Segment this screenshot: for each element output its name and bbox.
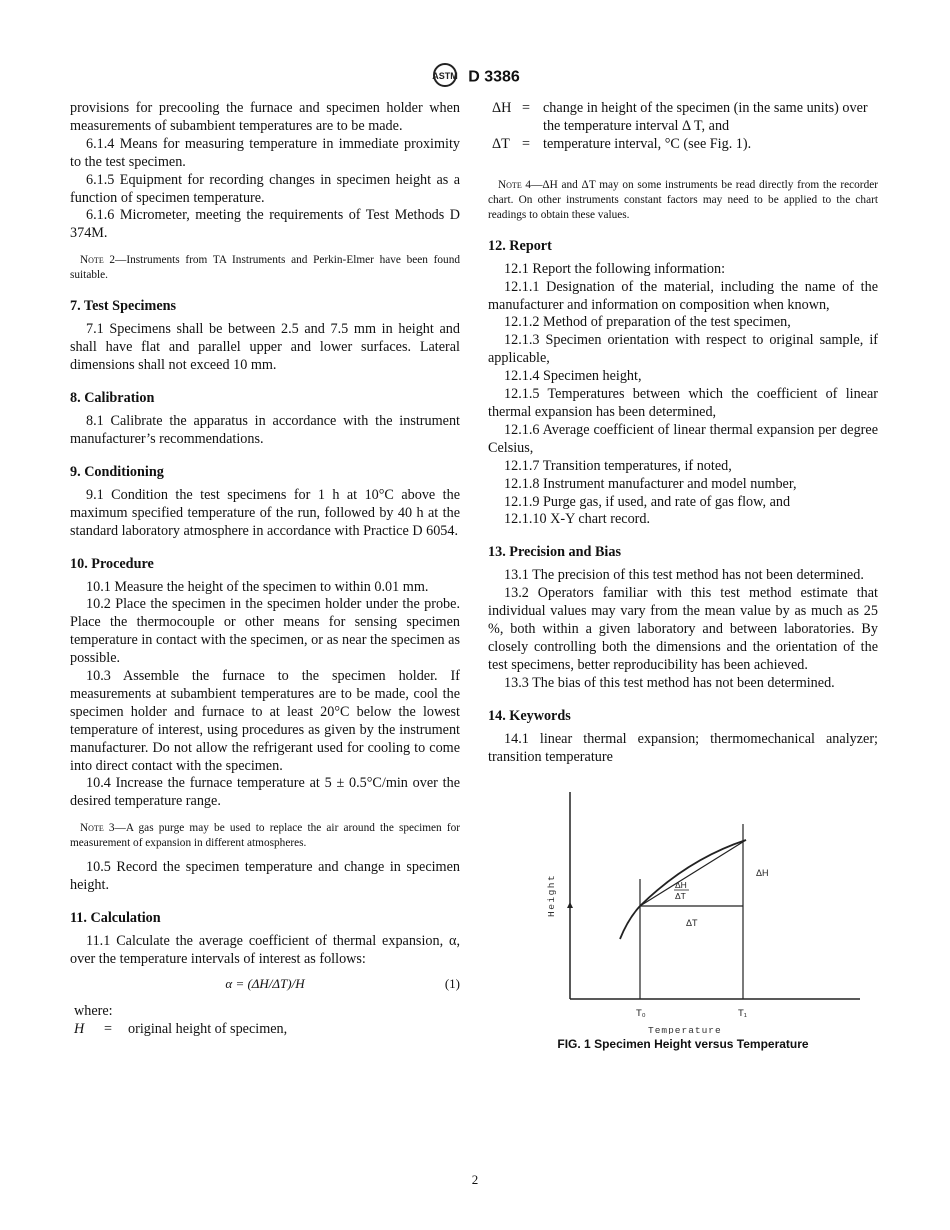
note-4: Note 4—ΔH and ΔT may on some instruments be read directly from the recorder chart. On other instruments constant factors may need to be applied to the chart readings to obtain these values. <box>488 178 878 221</box>
paragraph: 12.1.7 Transition temperatures, if noted, <box>504 457 732 474</box>
delta-t-label: ΔT <box>686 918 698 929</box>
paragraph: 10.1 Measure the height of the specimen to within 0.01 mm. <box>86 578 429 595</box>
paragraph: 6.1.5 Equipment for recording changes in specimen height as a function of specimen temperature. <box>70 171 460 206</box>
equation-text: α = (ΔH/ΔT)/H <box>225 975 305 991</box>
secant-line <box>640 840 746 906</box>
paragraph: 12.1.6 Average coefficient of linear thermal expansion per degree Celsius, <box>488 421 878 456</box>
paragraph: 12.1.5 Temperatures between which the coefficient of linear thermal expansion has been determined, <box>488 386 878 420</box>
paragraph: 12.1 Report the following information: <box>504 260 726 277</box>
paragraph: 6.1.6 Micrometer, meeting the requirements of Test Methods D 374M. <box>70 207 460 242</box>
slope-denominator: ΔT <box>675 891 686 902</box>
section-heading: 8. Calibration <box>70 389 155 406</box>
paragraph: 11.1 Calculate the average coefficient of thermal expansion, α, over the temperature intervals of interest as follows: <box>70 933 460 967</box>
section-heading: 9. Conditioning <box>70 463 164 480</box>
paragraph: 7.1 Specimens shall be between 2.5 and 7.5 mm in height and shall have flat and parallel upper and lower surfaces. Lateral dimensions shall not exceed 10 mm. <box>70 321 460 374</box>
t1-tick-label: T₁ <box>738 1008 748 1020</box>
section-heading: 14. Keywords <box>488 707 571 724</box>
section-heading: 12. Report <box>488 237 552 254</box>
document-number: D 3386 <box>468 68 520 86</box>
delta-h-label: ΔH <box>756 868 769 879</box>
y-axis-marker-icon <box>567 902 573 908</box>
paragraph: 10.5 Record the specimen temperature and change in specimen height. <box>70 859 460 894</box>
paragraph: 12.1.3 Specimen orientation with respect to original sample, if applicable, <box>488 332 878 367</box>
right-column <box>488 100 878 1054</box>
page-number: 2 <box>471 1172 479 1187</box>
left-column <box>70 100 460 1039</box>
paragraph: 12.1.1 Designation of the material, including the name of the manufacturer and information on composition when known, <box>488 278 878 313</box>
paragraph: 8.1 Calibrate the apparatus in accordance with the instrument manufacturer’s recommendations. <box>70 412 460 447</box>
t0-tick-label: T₀ <box>636 1008 646 1020</box>
paragraph: 12.1.10 X-Y chart record. <box>504 511 651 528</box>
height-vs-temperature-diagram <box>488 784 878 1034</box>
paragraph: 12.1.8 Instrument manufacturer and model number, <box>504 475 797 492</box>
paragraph: 13.3 The bias of this test method has not been determined. <box>504 674 835 691</box>
equation <box>70 975 460 993</box>
section-heading: 10. Procedure <box>70 555 154 572</box>
slope-numerator: ΔH <box>675 880 687 891</box>
definition-row: ΔT = temperature interval, °C (see Fig. 1). <box>492 135 752 152</box>
section-heading: 7. Test Specimens <box>70 298 177 315</box>
definition-row: H = original height of specimen, <box>74 1020 288 1037</box>
page-header <box>0 62 950 93</box>
figure-1 <box>488 784 878 1034</box>
equation-number: (1) <box>444 975 460 991</box>
astm-logo-icon <box>430 62 460 93</box>
paragraph: provisions for precooling the furnace and specimen holder when measurements of subambient temperatures are to be made. <box>70 100 460 134</box>
paragraph: 14.1 linear thermal expansion; thermomechanical analyzer; transition temperature <box>488 730 878 765</box>
paragraph: 12.1.9 Purge gas, if used, and rate of gas flow, and <box>504 493 791 510</box>
note-2: Note 2—Instruments from TA Instruments and Perkin-Elmer have been found suitable. <box>70 254 460 282</box>
logo-text: ASTM <box>432 71 458 81</box>
paragraph: 10.2 Place the specimen in the specimen holder under the probe. Place the thermocouple or other means for sensing specimen temperature in contact with the specimen, or as near the specimen as possible. <box>70 596 460 667</box>
figure-caption: FIG. 1 Specimen Height versus Temperature <box>557 1037 809 1052</box>
section-heading: 11. Calculation <box>70 910 161 927</box>
y-axis-label: Height <box>546 874 557 918</box>
section-heading: 13. Precision and Bias <box>488 544 621 561</box>
definition-row: ΔH = change in height of the specimen (in the same units) over the temperature interval Δ T, and <box>492 100 868 134</box>
where-label: where: <box>74 1002 113 1019</box>
paragraph: 10.3 Assemble the furnace to the specimen holder. If measurements at subambient temperatures are to be made, cool the specimen holder and furnace to at least 20°C below the lowest temperature of interest, using procedures as given by the instrument manufacturer. Do not allow the refrigerant used for cooling to come into direct contact with the specimen. <box>70 668 460 774</box>
paragraph: 13.1 The precision of this test method has not been determined. <box>504 567 864 584</box>
paragraph: 12.1.2 Method of preparation of the test specimen, <box>504 314 791 331</box>
paragraph: 9.1 Condition the test specimens for 1 h at 10°C above the maximum specified temperature of the run, followed by 40 h at the standard laboratory atmosphere in accordance with Practice D 6054. <box>70 486 460 539</box>
paragraph: 6.1.4 Means for measuring temperature in immediate proximity to the test specimen. <box>70 135 460 170</box>
note-3: Note 3—A gas purge may be used to replace the air around the specimen for measurement of expansion in different atmospheres. <box>70 822 460 850</box>
paragraph: 13.2 Operators familiar with this test method estimate that individual values may vary from the mean value by as much as 25 %, both within a given laboratory and between laboratories. By closely controlling both the dimensions and the orientation of the test specimens, better reproducibility has been achieved. <box>488 585 878 673</box>
paragraph: 12.1.4 Specimen height, <box>504 368 642 385</box>
x-axis-label: Temperature <box>648 1025 722 1035</box>
paragraph: 10.4 Increase the furnace temperature at 5 ± 0.5°C/min over the desired temperature range. <box>70 775 460 810</box>
